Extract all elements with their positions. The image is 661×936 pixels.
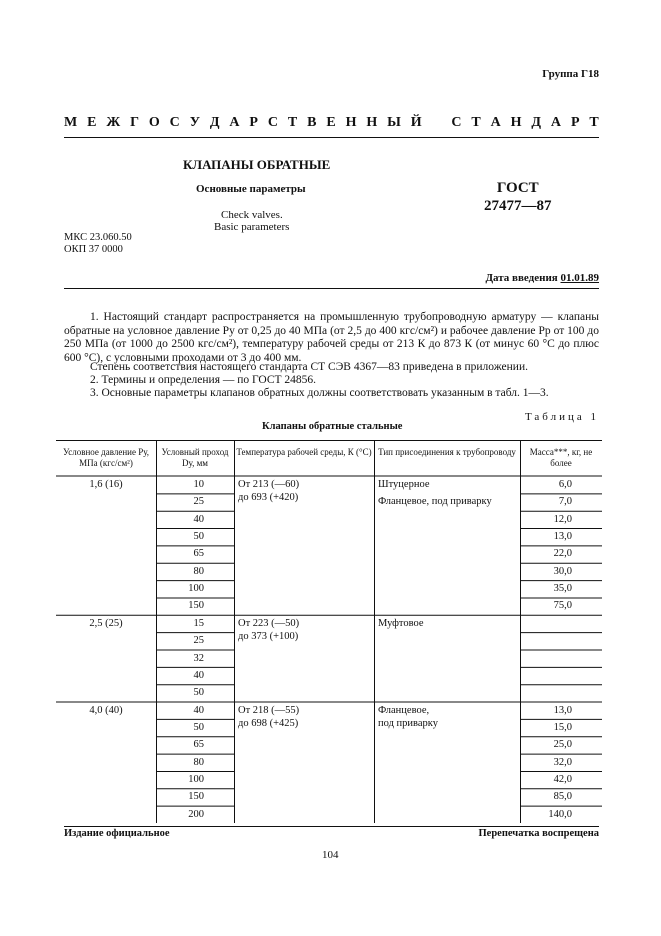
banner-letter: С <box>451 115 462 130</box>
mass-cell: 75,0 <box>553 600 572 612</box>
page-number: 104 <box>322 849 339 861</box>
footer-reprint-prohibited: Перепечатка воспрещена <box>478 828 599 839</box>
mass-cell: 25,0 <box>553 739 572 751</box>
banner-letter: Ж <box>106 115 121 130</box>
mass-cell: 85,0 <box>553 791 572 803</box>
nominal-diameter-cell: 50 <box>193 687 204 699</box>
banner-letter: Т <box>287 115 298 130</box>
nominal-diameter-cell: 65 <box>193 739 204 751</box>
footer-official-edition: Издание официальное <box>64 828 170 839</box>
banner-letter: У <box>189 115 200 130</box>
temperature-to: до 693 (+420) <box>238 492 299 503</box>
banner-letter: М <box>64 115 78 130</box>
temperature-to: до 373 (+100) <box>238 630 299 642</box>
banner-letter: Д <box>531 115 542 130</box>
paragraph-1-text: 1. Настоящий стандарт распространяется на промышленную трубопроводную арматуру — клапаны обратные на условное давление Pу от 0,25 до 40 МПа (от 2,5 до 400 кгс/см²) и рабочее давление Pр от 100 до 250 МПа (от 1000 до 2500 кгс/см²), температуру рабочей среды от 213 К до 873 К (от минус 60 °С до плюс 600 °С), с условными проходами от 3 до 400 мм. <box>64 311 599 364</box>
banner-letter: В <box>307 115 317 130</box>
parameters-table <box>56 440 602 824</box>
nominal-diameter-cell: 200 <box>188 808 204 820</box>
banner-letter: О <box>148 115 160 130</box>
paragraph-3 <box>64 374 599 388</box>
nominal-diameter-cell: 65 <box>193 548 204 560</box>
temperature-from: От 213 (—60) <box>238 479 300 490</box>
mass-cell: 30,0 <box>553 565 572 577</box>
table-header-cell: Условное давление Pу, МПа (кгс/см²) <box>62 447 150 468</box>
interstate-standard-banner <box>64 115 599 131</box>
english-subtitle: Basic parameters <box>214 221 290 233</box>
banner-letter: Т <box>589 115 599 130</box>
okp-code: ОКП 37 0000 <box>64 244 123 255</box>
gost-number: 27477—87 <box>484 198 552 214</box>
mass-cell: 22,0 <box>553 548 572 560</box>
paragraph-2-text: Степень соответствия настоящего стандарта СТ СЭВ 4367—83 приведена в приложении. <box>90 361 528 373</box>
mass-cell: 13,0 <box>553 704 572 716</box>
connection-type: Фланцевое, <box>378 704 430 716</box>
banner-letter: Г <box>130 115 139 130</box>
banner-letter: А <box>550 115 562 130</box>
mass-cell: 13,0 <box>553 531 572 543</box>
temperature-from: От 218 (—55) <box>238 704 300 716</box>
nominal-diameter-cell: 10 <box>193 479 204 490</box>
mass-cell: 7,0 <box>558 496 572 508</box>
nominal-diameter-cell: 40 <box>193 513 204 525</box>
date-rule <box>64 288 599 289</box>
nominal-diameter-cell: 80 <box>193 756 204 768</box>
pressure-cell: 2,5 (25) <box>89 617 123 629</box>
bottom-rule <box>64 826 599 827</box>
group-code: Группа Г18 <box>542 68 599 80</box>
banner-letter: Р <box>570 115 580 130</box>
mass-cell: 35,0 <box>553 583 572 595</box>
table-header-cell: Масса***, кг, не более <box>529 447 593 468</box>
nominal-diameter-cell: 32 <box>193 652 204 664</box>
nominal-diameter-cell: 100 <box>188 583 204 595</box>
gost-label: ГОСТ <box>496 180 539 196</box>
english-title: Check valves. <box>221 209 283 221</box>
banner-letter: Н <box>366 115 378 130</box>
mks-code: МКС 23.060.50 <box>64 232 132 243</box>
connection-type: Фланцевое, под приварку <box>378 496 492 508</box>
table-title: Клапаны обратные стальные <box>262 421 403 432</box>
mass-cell: 12,0 <box>553 513 572 525</box>
nominal-diameter-cell: 40 <box>193 669 204 681</box>
table-number: Таблица 1 <box>524 411 599 423</box>
paragraph-2 <box>64 361 599 375</box>
banner-letter: Т <box>471 115 481 130</box>
introduction-date <box>485 272 599 284</box>
banner-letter: Е <box>326 115 336 130</box>
banner-letter: А <box>229 115 240 130</box>
mass-cell: 6,0 <box>558 479 572 490</box>
gost-designation <box>484 179 552 215</box>
paragraph-4-text: 3. Основные параметры клапанов обратных должны соответствовать указанным в табл. 1—3. <box>90 387 549 399</box>
pressure-cell: 4,0 (40) <box>89 704 123 716</box>
nominal-diameter-cell: 80 <box>193 565 204 577</box>
banner-letter: С <box>169 115 180 130</box>
nominal-diameter-cell: 15 <box>193 617 204 629</box>
paragraph-3-text: 2. Термины и определения — по ГОСТ 24856. <box>90 374 317 386</box>
nominal-diameter-cell: 50 <box>193 721 204 733</box>
banner-letter: Н <box>345 115 357 130</box>
top-rule <box>64 137 599 138</box>
mass-cell: 42,0 <box>553 773 572 785</box>
document-title: КЛАПАНЫ ОБРАТНЫЕ <box>183 157 331 172</box>
banner-letter: Р <box>249 115 258 130</box>
nominal-diameter-cell: 150 <box>188 791 204 803</box>
banner-letter: Е <box>87 115 97 130</box>
nominal-diameter-cell: 100 <box>188 773 204 785</box>
banner-letter: Н <box>510 115 522 130</box>
connection-type: Муфтовое <box>378 617 424 629</box>
nominal-diameter-cell: 25 <box>193 496 204 508</box>
temperature-to: до 698 (+425) <box>238 717 299 729</box>
banner-letter: Д <box>209 115 220 130</box>
paragraph-4 <box>64 387 599 401</box>
table-header-cell: Тип присоединения к трубопроводу <box>378 447 516 457</box>
banner-letter: С <box>267 115 278 130</box>
nominal-diameter-cell: 150 <box>188 600 204 612</box>
banner-letter: Ы <box>387 115 401 130</box>
mass-cell: 32,0 <box>553 756 572 768</box>
temperature-from: От 223 (—50) <box>238 617 300 629</box>
nominal-diameter-cell: 50 <box>193 531 204 543</box>
date-value: 01.01.89 <box>560 272 599 284</box>
connection-type: под приварку <box>378 717 438 729</box>
table-header-cell: Температура рабочей среды, К (°С) <box>236 447 372 457</box>
paragraph-1 <box>64 311 599 365</box>
nominal-diameter-cell: 40 <box>193 704 204 716</box>
mass-cell: 15,0 <box>553 721 572 733</box>
date-label: Дата введения <box>485 272 561 284</box>
mass-cell: 140,0 <box>548 808 572 820</box>
banner-letter: Й <box>410 115 422 130</box>
table-header-cell: Условный проход Dу, мм <box>161 447 229 468</box>
pressure-cell: 1,6 (16) <box>89 479 123 490</box>
banner-letter: А <box>490 115 501 130</box>
document-subtitle: Основные параметры <box>196 183 306 195</box>
nominal-diameter-cell: 25 <box>193 635 204 647</box>
connection-type: Штуцерное <box>378 479 430 490</box>
